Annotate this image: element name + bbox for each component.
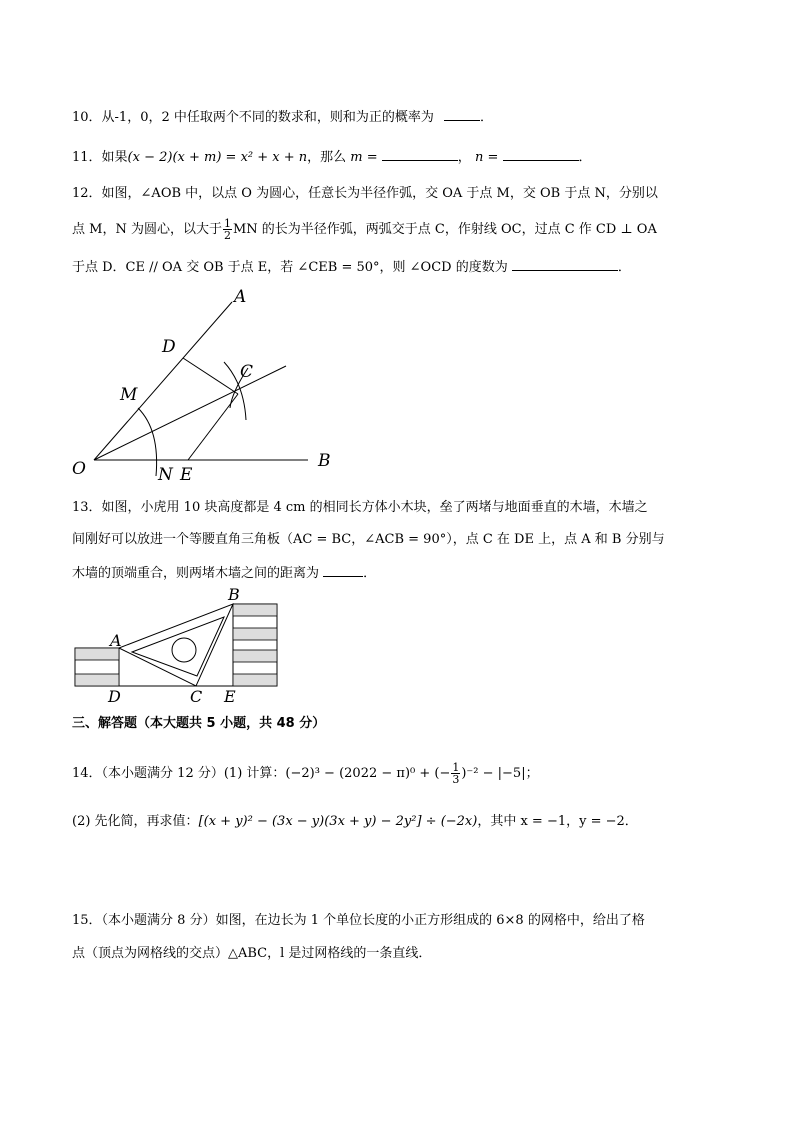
q12-line-1 [72, 184, 658, 204]
arc-mn [138, 408, 157, 476]
q13-answer-blank[interactable] [323, 562, 363, 577]
q12-fraction [223, 218, 232, 241]
question-11 [72, 146, 592, 168]
triangle-board-outer [119, 604, 233, 686]
q13-line-3 [72, 562, 376, 584]
q14-frac-num: 1 [452, 761, 460, 774]
figure-12-angle-construction [60, 280, 350, 490]
q14-part-1 [72, 762, 539, 785]
q13-line-3-text: 木墙的顶端重合，则两堵木墙之间的距离为 [72, 566, 320, 581]
label-b: B [228, 586, 240, 604]
left-wall-block [75, 674, 119, 686]
label-n: N [158, 465, 173, 485]
q12-end: ． [617, 260, 631, 275]
q10-end: ． [480, 110, 494, 125]
label-m: M [120, 385, 138, 405]
q12-line-1-text: 12．如图，∠AOB 中，以点 O 为圆心，任意长为半径作弧，交 OA 于点 M，交 OB 于点 N，分别以 [72, 186, 658, 201]
q11-n-blank[interactable] [503, 146, 579, 161]
label-c: C [240, 362, 254, 382]
q14-part-2 [72, 812, 638, 832]
q14-frac-den: 3 [452, 773, 460, 786]
q11-n-label: n = [474, 150, 499, 165]
q11-mid: ，那么 [307, 150, 347, 165]
q11-expression: (x − 2)(x + m) = x² + x + n [127, 150, 308, 165]
q13-line-2-text: 间刚好可以放进一个等腰直角三角板（AC = BC，∠ACB = 90°），点 C 在 DE 上，点 A 和 B 分别与 [72, 532, 665, 547]
q11-prefix: 11．如果 [72, 150, 128, 165]
q11-sep: ， [457, 150, 471, 165]
q14-part2-suffix: ，其中 x = −1，y = −2． [477, 814, 638, 829]
right-wall-block [233, 650, 277, 662]
q12-line-2-b: MN 的长为半径作弧，两弧交于点 C，作射线 OC，过点 C 作 CD ⊥ OA [232, 222, 657, 237]
q14-part2-prefix: (2) 先化简，再求值： [72, 814, 199, 829]
q12-line-2 [72, 218, 657, 241]
q15-line-2 [72, 944, 431, 964]
segment-cd [183, 358, 238, 394]
q10-text: 10．从-1，0，2 中任取两个不同的数求和，则和为正的概率为 [72, 110, 434, 125]
q12-answer-blank[interactable] [512, 256, 618, 271]
q12-line-3-text: 于点 D．CE // OA 交 OB 于点 E，若 ∠CEB = 50°，则 ∠OCD 的度数为 [72, 260, 508, 275]
section-3-title-text: 三、解答题（本大题共 5 小题，共 48 分） [72, 716, 326, 731]
right-wall-block [233, 674, 277, 686]
q12-frac-den: 2 [223, 229, 231, 242]
q13-line-2 [72, 530, 665, 550]
label-o: O [72, 459, 86, 479]
label-e: E [180, 465, 193, 485]
label-c: C [190, 687, 203, 706]
figure-13-wooden-walls [70, 586, 285, 706]
q14-fraction [451, 762, 460, 785]
right-wall-block [233, 628, 277, 640]
q13-end: ． [363, 566, 377, 581]
section-3-title [72, 714, 325, 734]
label-d: D [108, 687, 121, 706]
label-d: D [162, 337, 176, 357]
q11-end: ． [578, 150, 592, 165]
label-a: A [110, 631, 122, 650]
label-e: E [224, 687, 236, 706]
q10-answer-blank[interactable] [444, 106, 480, 121]
q12-line-3 [72, 256, 631, 278]
label-b: B [318, 451, 331, 471]
q11-m-blank[interactable] [382, 146, 458, 161]
q15-line-1-text: 15．（本小题满分 8 分）如图，在边长为 1 个单位长度的小正方形组成的 6×8 的网格中，给出了格 [72, 913, 645, 928]
q14-part2-expr: [(x + y)² − (3x − y)(3x + y) − 2y²] ÷ (−2x) [198, 814, 478, 829]
q13-line-1 [72, 498, 648, 518]
q14-part1-expr-b: )⁻² − |−5|； [461, 766, 539, 781]
q12-frac-num: 1 [223, 217, 231, 230]
label-a: A [234, 287, 247, 307]
q11-m-label: m = [350, 150, 378, 165]
ray-oa [94, 302, 232, 460]
ray-oc [94, 366, 286, 460]
q13-line-1-text: 13．如图，小虎用 10 块高度都是 4 cm 的相同长方体小木块，垒了两堵与地面垂直的木墙，木墙之 [72, 500, 648, 515]
right-wall-block [233, 604, 277, 616]
question-10 [72, 106, 493, 128]
q14-part1-expr-a: (−2)³ − (2022 − π)⁰ + (− [285, 766, 451, 781]
q12-line-2-a: 点 M，N 为圆心，以大于 [72, 222, 222, 237]
q14-part1-prefix: 14．（本小题满分 12 分）(1) 计算： [72, 766, 286, 781]
q15-line-2-text: 点（顶点为网格线的交点）△ABC，l 是过网格线的一条直线． [72, 946, 432, 961]
q15-line-1 [72, 911, 645, 931]
